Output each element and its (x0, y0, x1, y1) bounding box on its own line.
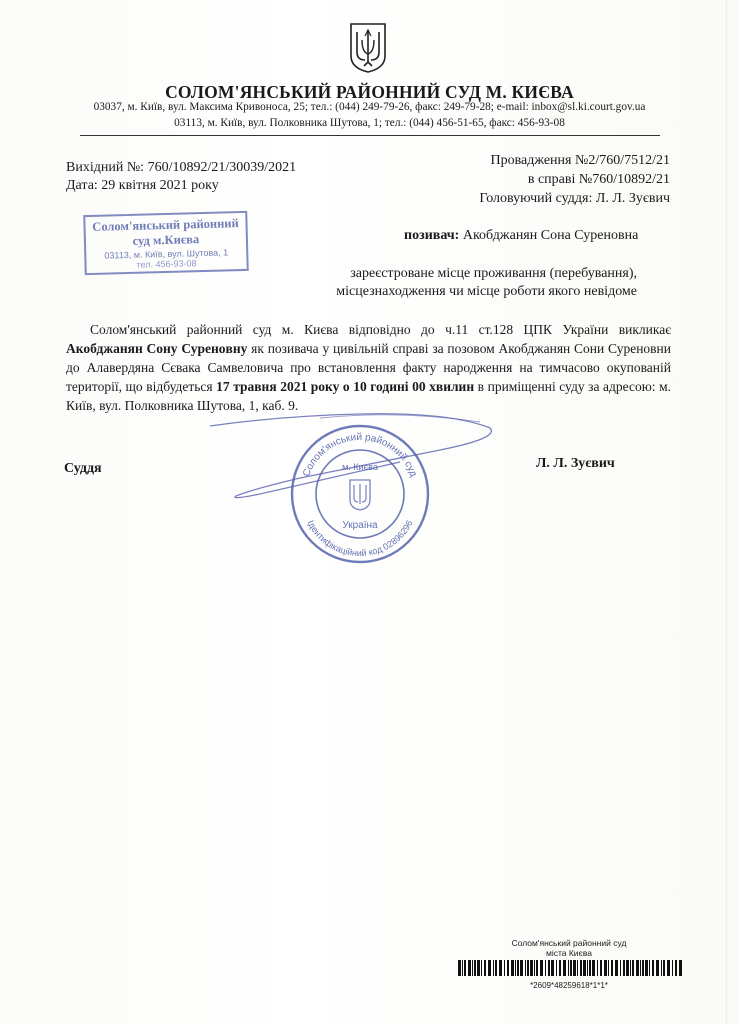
barcode-bar (472, 960, 473, 976)
barcode-bar (530, 960, 533, 976)
barcode-bar (620, 960, 621, 976)
barcode-bar (517, 960, 519, 976)
barcode-bar (623, 960, 625, 976)
barcode-bar (499, 960, 502, 976)
barcode-bar (511, 960, 514, 976)
document-date: Дата: 29 квітня 2021 року (66, 178, 219, 193)
barcode-bar (592, 960, 595, 976)
barcode-bar (645, 960, 648, 976)
header-divider (80, 135, 660, 136)
barcode-bar (484, 960, 486, 976)
barcode-bar (548, 960, 550, 976)
barcode-bar (504, 960, 505, 976)
barcode-bar (474, 960, 476, 976)
barcode-bar (458, 960, 461, 976)
barcode-bar (563, 960, 566, 976)
barcode-bar (534, 960, 535, 976)
judge-label: Суддя (64, 461, 102, 476)
body-part-1: Солом'янський районний суд м. Києва відповідно до ч.11 ст.128 ЦПК України викликає (90, 322, 671, 337)
barcode-bar (545, 960, 546, 976)
presiding-judge: Головуючий суддя: Л. Л. Зуєвич (479, 191, 670, 206)
scan-artifact (726, 0, 727, 1024)
barcode-bar (462, 960, 463, 976)
footer-registration-stamp (456, 938, 682, 990)
barcode-bar (507, 960, 509, 976)
summons-body (66, 320, 671, 415)
barcode-bar (604, 960, 607, 976)
barcode-bar (649, 960, 650, 976)
barcode-bar (577, 960, 578, 976)
court-address-line-1: 03037, м. Київ, вул. Максима Кривоноса, 25; тел.: (044) 249-79-26, факс: 249-79-28; e-mail: inbox@sl.ki.court.gov.ua (93, 101, 646, 113)
barcode-bar (626, 960, 629, 976)
barcode-bar (527, 960, 529, 976)
plaintiff-label: позивач: (404, 228, 460, 243)
seal-city: м. Києва (342, 462, 378, 472)
footer-barcode-text: *2609*48259618*1*1* (530, 981, 608, 990)
trident-coat-of-arms-icon (349, 22, 387, 74)
barcode-bar (468, 960, 471, 976)
seal-outer-top: Солом'янський районний суд (301, 431, 419, 479)
barcode-bar (675, 960, 677, 976)
barcode-bar (615, 960, 618, 976)
residence-line-2: місцезнаходження чи місце роботи якого невідоме (336, 284, 637, 299)
barcode-bar (632, 960, 634, 976)
barcode-bar (597, 960, 598, 976)
barcode-bar (570, 960, 572, 976)
barcode-bar (559, 960, 561, 976)
stamp-line-3: 03113, м. Київ, вул. Шутова, 1 (104, 247, 229, 261)
body-part-3: в приміщенні суду за адресою: м. Київ, вул. Полковника Шутова, 1, каб. 9. (66, 379, 672, 413)
barcode-bar (608, 960, 609, 976)
barcode-bar (630, 960, 631, 976)
barcode-bar (464, 960, 466, 976)
barcode-bar (481, 960, 482, 976)
court-address-line-2: 03113, м. Київ, вул. Полковника Шутова, 1; тел.: (044) 456-51-65, факс: 456-93-08 (174, 117, 565, 129)
body-bold-name: Акобджанян Сону Суренoвну (66, 341, 248, 356)
court-name: СОЛОМ'ЯНСЬКИЙ РАЙОННИЙ СУД М. КИЄВА (165, 82, 574, 102)
barcode-bar (525, 960, 526, 976)
barcode-bar (652, 960, 654, 976)
summons-paragraph (66, 320, 671, 415)
barcode-bar (583, 960, 586, 976)
footer-line-2: міста Києва (545, 948, 593, 958)
seal-outer-bottom: Ідентифікаційний код 02896296 (305, 518, 415, 559)
outgoing-number: Вихідний №: 760/10892/21/30039/2021 (66, 160, 297, 175)
barcode-bar (679, 960, 682, 976)
body-bold-datetime: 17 травня 2021 року о 10 годині 00 хвилин (216, 379, 475, 394)
barcode-bar (556, 960, 557, 976)
court-rectangular-stamp (83, 211, 249, 275)
barcode-bar (642, 960, 644, 976)
barcode-bar (589, 960, 591, 976)
stamp-line-1: Солом'янський районний (92, 216, 239, 234)
barcode-icon (456, 960, 682, 976)
body-part-2: як позивача у цивільній справі за позовом Акобджанян Сони Суренoвни до Алавердяна Сєвака Самвеловича про встановлення факту народження на тимчасово окупованій території, що відбудеться (66, 341, 672, 394)
barcode-bar (551, 960, 554, 976)
barcode-bar (495, 960, 497, 976)
barcode-bar (488, 960, 491, 976)
stamp-line-2: суд м.Києва (132, 232, 200, 248)
barcode-bar (636, 960, 639, 976)
judge-name: Л. Л. Зуєвич (536, 456, 615, 471)
barcode-bar (520, 960, 523, 976)
plaintiff-name: Акобджанян Сона Суренoвна (462, 228, 639, 243)
proceeding-number: Провадження №2/760/7512/21 (490, 153, 670, 168)
barcode-bar (580, 960, 582, 976)
barcode-bar (640, 960, 641, 976)
barcode-bar (611, 960, 613, 976)
barcode-bar (536, 960, 538, 976)
barcode-bar (568, 960, 569, 976)
barcode-bar (477, 960, 480, 976)
barcode-bar (672, 960, 673, 976)
barcode-bar (600, 960, 602, 976)
barcode-bar (493, 960, 494, 976)
seal-country: Україна (342, 520, 378, 531)
case-number: в справі №760/10892/21 (527, 172, 670, 187)
plaintiff-line (404, 228, 638, 244)
barcode-bar (661, 960, 662, 976)
judge-handwritten-signature (200, 406, 500, 506)
barcode-bar (587, 960, 588, 976)
barcode-bar (515, 960, 516, 976)
barcode-bar (667, 960, 670, 976)
barcode-bar (656, 960, 659, 976)
barcode-bar (663, 960, 665, 976)
footer-line-1: Солом'янський районний суд (511, 938, 627, 948)
stamp-line-4: тел. 456-93-08 (136, 258, 197, 270)
barcode-bar (573, 960, 576, 976)
barcode-bar (540, 960, 543, 976)
residence-line-1: зареєстроване місце проживання (перебування), (350, 266, 637, 281)
